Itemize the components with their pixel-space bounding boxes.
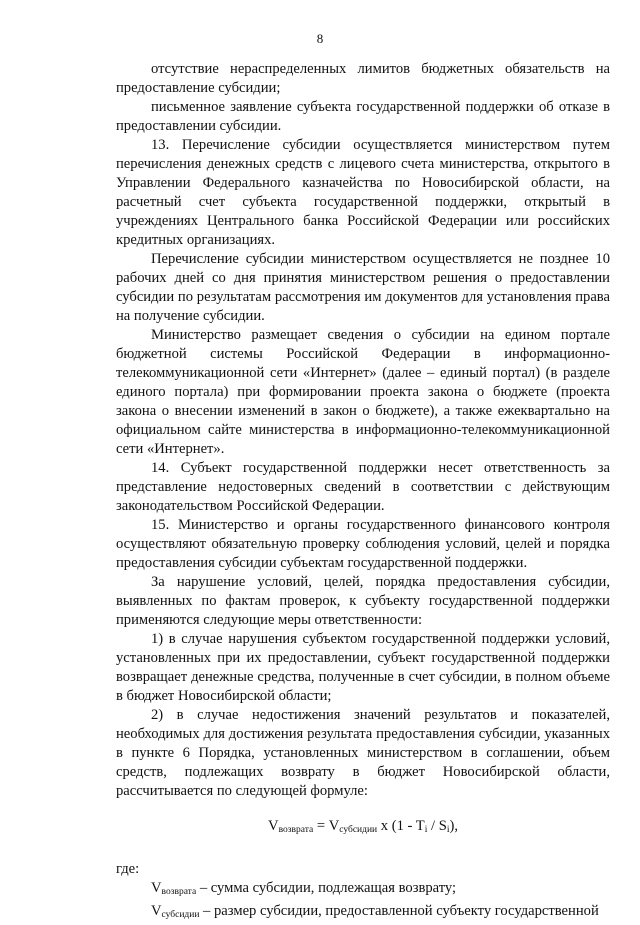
formula-subscript: i (424, 825, 428, 835)
formula-symbol: V (328, 818, 340, 834)
formula-subscript: возврата (278, 825, 314, 835)
where-label: где: (116, 861, 140, 877)
paragraph: 15. Министерство и органы государственного финансового контроля осуществляют обязательную проверку соблюдения условий, целей и порядка предоставления субсидии субъектам государственной поддержки. (116, 517, 610, 571)
formula-symbol: V (268, 818, 279, 834)
paragraph: 13. Перечисление субсидии осуществляется министерством путем перечисления денежных средств с лицевого счета министерства, открытого в Управлении Федерального казначейства по Новосибирской области, на расчетный счет субъекта государственной поддержки, открытый в учреждениях Центрального банка Российской Федерации или российских кредитных организациях. (116, 137, 610, 248)
definition-text: – сумма субсидии, подлежащая возврату; (196, 880, 457, 896)
definition-symbol: V (151, 903, 162, 919)
formula-text: / S (427, 818, 447, 834)
formula-subscript: i (446, 825, 450, 835)
definition-subscript: субсидии (161, 910, 200, 920)
paragraph: письменное заявление субъекта государственной поддержки об отказе в предоставлении субсидии. (116, 99, 610, 134)
definition (116, 902, 610, 925)
paragraph: Министерство размещает сведения о субсидии на едином портале бюджетной системы Российской Федерации в информационно-телекоммуникационной сети «Интернет» (далее – единый портал) (в разделе единого портала) при формировании проекта закона о бюджете (проекта закона о внесении изменений в закон о бюджете), а также ежеквартально на официальном сайте министерства в информационно-телекоммуникационной сети «Интернет». (116, 327, 610, 457)
refund-formula (116, 817, 610, 840)
formula-text: x (1 - T (377, 818, 425, 834)
paragraph: 1) в случае нарушения субъектом государственной поддержки условий, установленных при их предоставлении, субъект государственной поддержки возвращает денежные средства, полученные в счет субсидии, в полном объеме в бюджет Новосибирской области; (116, 631, 610, 704)
definition-text: – размер субсидии, предоставленной субъекту государственной (199, 903, 599, 919)
document-body (116, 60, 610, 925)
definition-subscript: возврата (161, 887, 197, 897)
formula-subscript: субсидии (339, 825, 378, 835)
definition-symbol: V (151, 880, 162, 896)
paragraph: За нарушение условий, целей, порядка предоставления субсидии, выявленных по фактам проверок, к субъекту государственной поддержки применяются следующие меры ответственности: (116, 574, 610, 628)
formula-text: ), (449, 818, 458, 834)
paragraph: отсутствие нераспределенных лимитов бюджетных обязательств на предоставление субсидии; (116, 61, 610, 96)
page-number: 8 (316, 31, 324, 46)
paragraph: Перечисление субсидии министерством осуществляется не позднее 10 рабочих дней со дня принятия министерством решения о предоставлении субсидии по результатам рассмотрения им документов для установления права на получение субсидии. (116, 251, 610, 324)
definition (116, 879, 610, 902)
paragraph: 2) в случае недостижения значений результатов и показателей, необходимых для достижения результата предоставления субсидии, указанных в пункте 6 Порядка, установленных министерством в соглашении, объем средств, подлежащих возврату в бюджет Новосибирской области, рассчитывается по следующей формуле: (116, 707, 610, 799)
paragraph: 14. Субъект государственной поддержки несет ответственность за представление недостоверных сведений в соответствии с действующим законодательством Российской Федерации. (116, 460, 610, 514)
formula-equals: = (313, 818, 329, 834)
